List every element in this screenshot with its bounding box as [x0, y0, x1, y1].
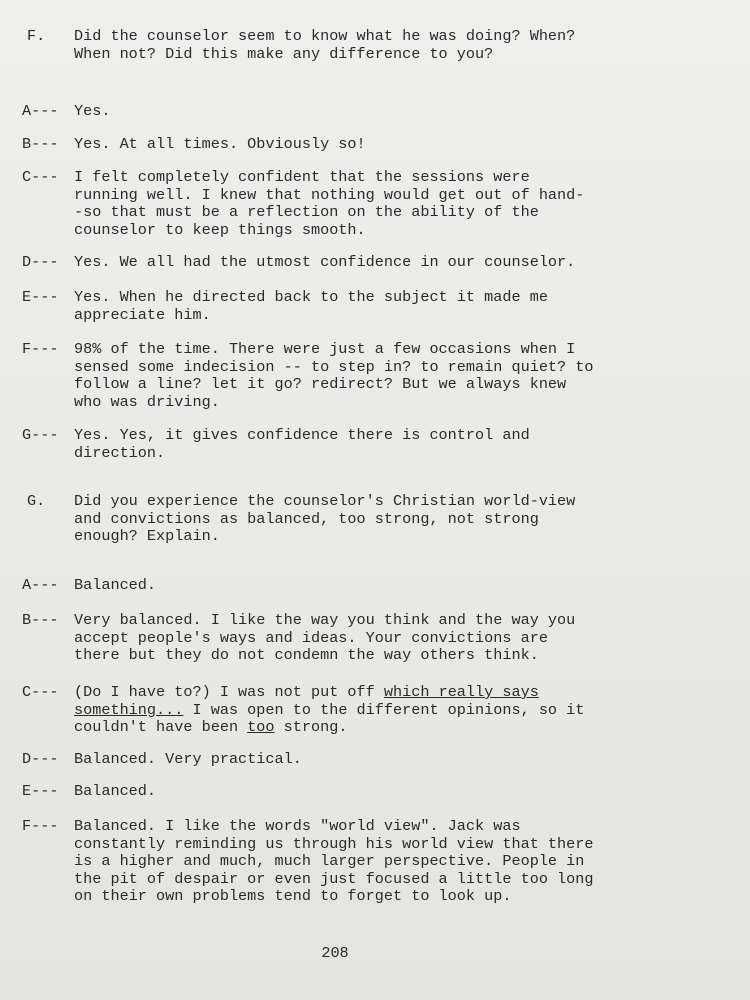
answer-text-part: (Do I have to?) I was not put off — [74, 683, 384, 701]
answer-text: Balanced. I like the words "world view". Jack was constantly reminding us through his world view that there is a higher and much, much larger perspective. People in the pit of despair or even just focused a little too long on their own problems tend to forget to look up. — [74, 817, 594, 905]
answer-f-d — [22, 254, 690, 272]
answer-text: Balanced. — [74, 782, 157, 800]
question-f — [22, 28, 690, 63]
answer-text: Yes. At all times. Obviously so! — [74, 135, 366, 153]
answer-g-d — [22, 751, 690, 769]
answer-f-e — [22, 289, 690, 324]
answer-label: A--- — [22, 102, 59, 120]
answer-f-c — [22, 169, 690, 239]
answer-label: G--- — [22, 426, 59, 444]
answer-g-e — [22, 783, 690, 801]
question-text: Did you experience the counselor's Christian world-view and convictions as balanced, too strong, not strong enough? Explain. — [74, 492, 576, 545]
answer-label: F--- — [22, 340, 59, 358]
answer-f-g — [22, 427, 690, 462]
answer-text: Yes. When he directed back to the subject it made me appreciate him. — [74, 288, 548, 324]
answer-label: B--- — [22, 135, 59, 153]
underlined-phrase: which really says something... — [74, 683, 539, 719]
answer-text: I felt completely confident that the sessions were running well. I knew that nothing would get out of hand- -so that must be a reflection on the ability of the counselor to keep things smooth. — [74, 168, 585, 239]
question-g — [22, 493, 690, 546]
answer-label: B--- — [22, 611, 59, 629]
question-text: Did the counselor seem to know what he was doing? When? When not? Did this make any difference to you? — [74, 27, 576, 63]
answer-f-f — [22, 341, 690, 411]
answer-text-part: I was open to the different opinions, so it couldn't have been — [74, 700, 585, 736]
answer-label: A--- — [22, 576, 59, 594]
answer-label: F--- — [22, 817, 59, 835]
answer-g-a — [22, 577, 690, 595]
answer-f-b — [22, 136, 690, 154]
answer-text: Balanced. Very practical. — [74, 750, 302, 768]
answer-label: D--- — [22, 750, 59, 768]
answer-label: E--- — [22, 782, 59, 800]
underlined-word: too — [247, 718, 275, 736]
answer-g-b — [22, 612, 690, 665]
answer-label: E--- — [22, 288, 59, 306]
answer-text-part: strong. — [274, 718, 348, 736]
question-label: G. — [27, 492, 46, 510]
answer-text: 98% of the time. There were just a few occasions when I sensed some indecision -- to step in? to remain quiet? to follow a line? let it go? redirect? But we always knew who was driving. — [74, 340, 594, 411]
answer-text: Yes. We all had the utmost confidence in our counselor. — [74, 253, 576, 271]
question-label: F. — [27, 27, 46, 45]
answer-label: C--- — [22, 168, 59, 186]
answer-label: C--- — [22, 683, 59, 701]
answer-text — [74, 684, 690, 737]
page-number: 208 — [321, 944, 349, 962]
answer-text: Yes. — [74, 102, 111, 120]
answer-text: Balanced. — [74, 576, 157, 594]
answer-text: Yes. Yes, it gives confidence there is control and direction. — [74, 426, 530, 462]
answer-g-c — [22, 684, 690, 737]
answer-text: Very balanced. I like the way you think and the way you accept people's ways and ideas. Your convictions are there but they do not condemn the way others think. — [74, 611, 576, 664]
answer-g-f — [22, 818, 690, 906]
answer-label: D--- — [22, 253, 59, 271]
answer-f-a — [22, 103, 690, 121]
